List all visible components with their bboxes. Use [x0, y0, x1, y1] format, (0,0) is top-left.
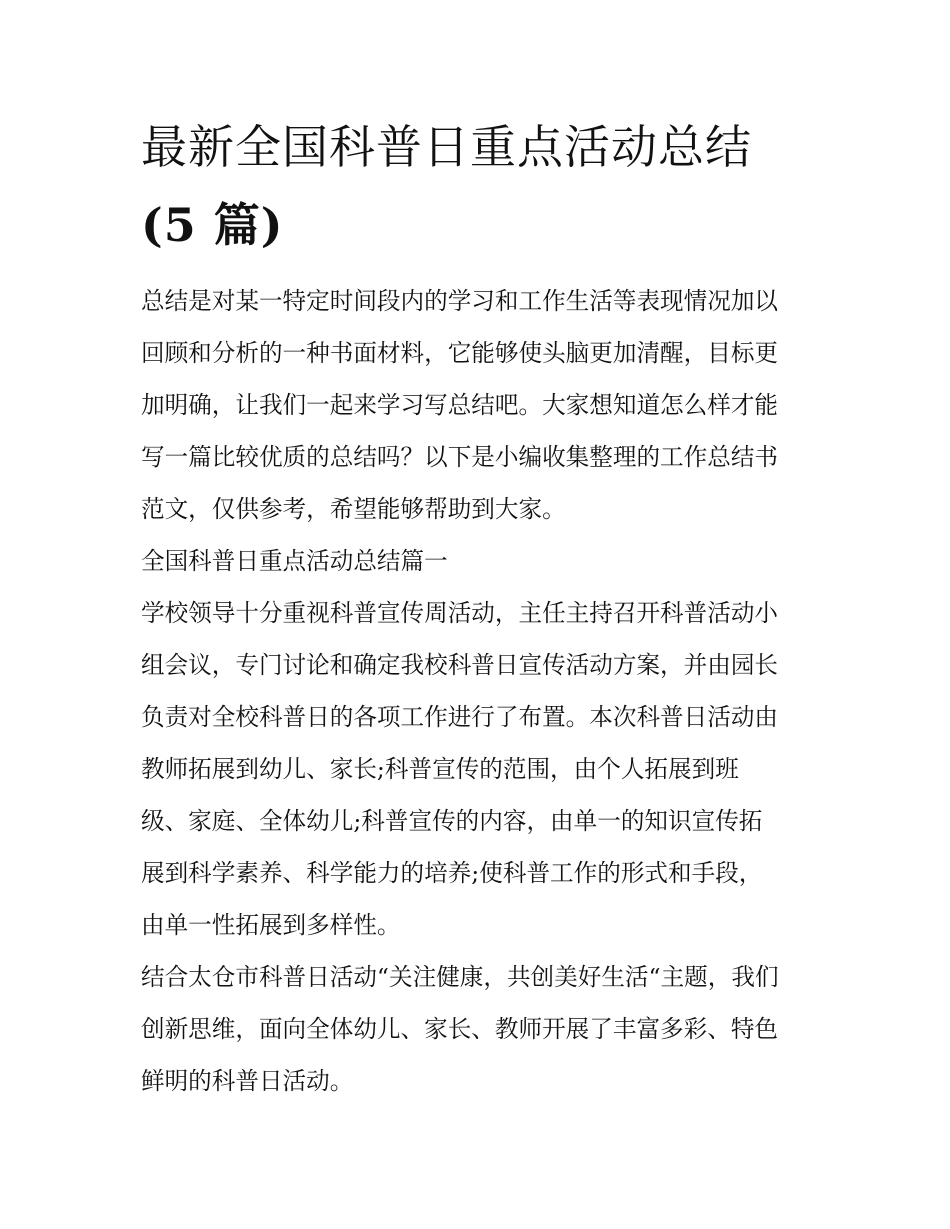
- body-paragraph: [141, 951, 821, 1107]
- document-page: [141, 108, 821, 1107]
- text-line: 结合太仓市科普日活动“关注健康，共创美好生活“主题，我们: [141, 963, 779, 991]
- text-line: 展到科学素养、科学能力的培养;使科普工作的形式和手段，: [141, 859, 763, 887]
- intro-paragraph: [141, 275, 821, 535]
- text-line: 总结是对某一特定时间段内的学习和工作生活等表现情况加以: [141, 287, 779, 315]
- document-title: [141, 108, 821, 264]
- text-line: 组会议，专门讨论和确定我校科普日宣传活动方案，并由园长: [141, 651, 779, 679]
- body-paragraph: [141, 587, 821, 951]
- title-line: (5 篇): [141, 198, 284, 252]
- text-line: 学校领导十分重视科普宣传周活动，主任主持召开科普活动小: [141, 599, 779, 627]
- text-line: 创新思维，面向全体幼儿、家长、教师开展了丰富多彩、特色: [141, 1015, 779, 1043]
- document-body: [141, 275, 821, 1107]
- text-line: 级、家庭、全体幼儿;科普宣传的内容，由单一的知识宣传拓: [141, 807, 763, 835]
- text-line: 回顾和分析的一种书面材料，它能够使头脑更加清醒，目标更: [141, 339, 779, 367]
- text-line: 鲜明的科普日活动。: [141, 1067, 354, 1095]
- text-line: 负责对全校科普日的各项工作进行了布置。本次科普日活动由: [141, 703, 779, 731]
- text-line: 写一篇比较优质的总结吗？以下是小编收集整理的工作总结书: [141, 443, 779, 471]
- text-line: 教师拓展到幼儿、家长;科普宣传的范围，由个人拓展到班: [141, 755, 739, 783]
- text-line: 加明确，让我们一起来学习写总结吧。大家想知道怎么样才能: [141, 391, 779, 419]
- text-line: 范文，仅供参考，希望能够帮助到大家。: [141, 495, 566, 523]
- text-line: 由单一性拓展到多样性。: [141, 911, 401, 939]
- section-heading: [141, 535, 821, 587]
- heading-text: 全国科普日重点活动总结篇一: [141, 547, 448, 575]
- title-line: 最新全国科普日重点活动总结: [141, 120, 752, 174]
